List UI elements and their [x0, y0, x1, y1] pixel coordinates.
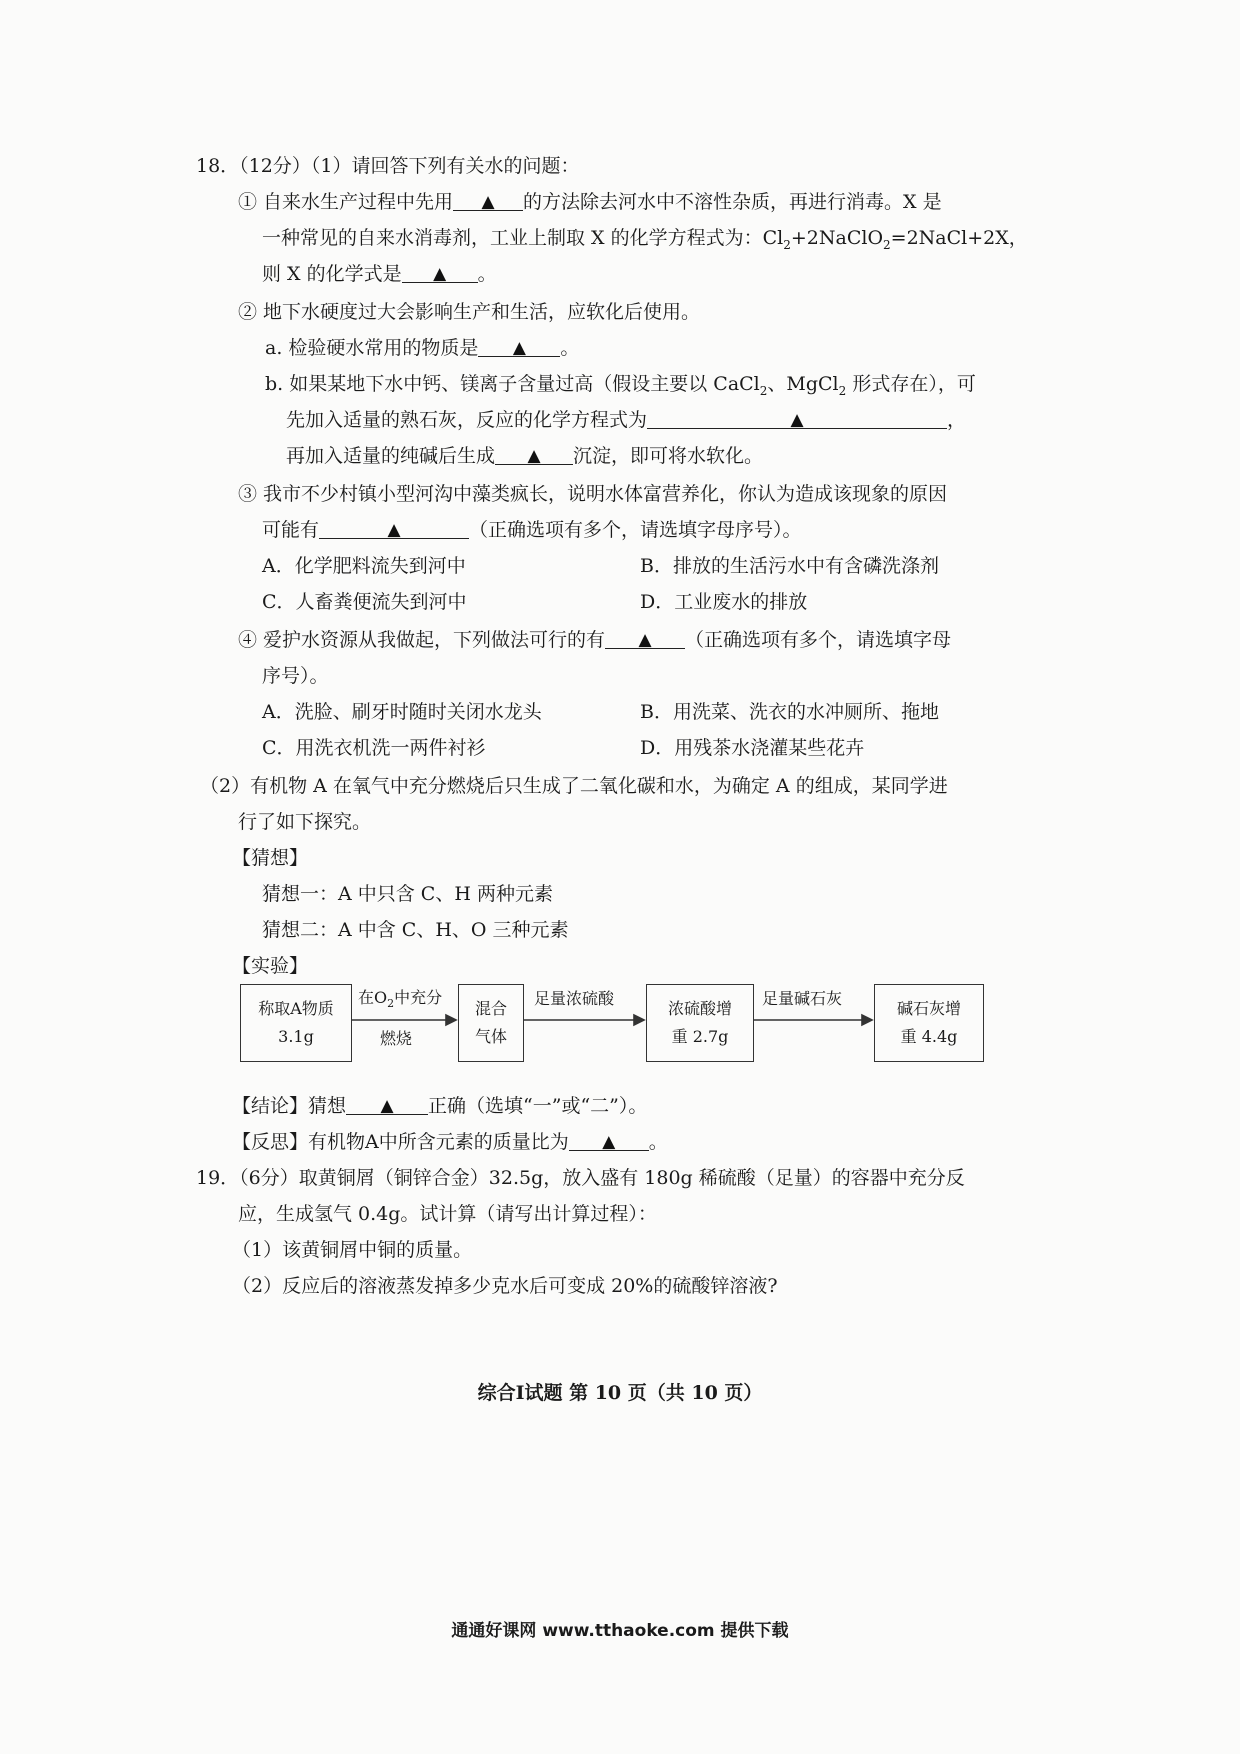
- q18-part2-line2: 行了如下探究。: [238, 811, 372, 833]
- reflection: 【反思】有机物A中所含元素的质量比为 ▲ 。: [232, 1128, 668, 1156]
- answer-blank[interactable]: ▲: [319, 516, 469, 539]
- q18-header: 18．（12分）（1）请回答下列有关水的问题：: [196, 155, 580, 177]
- flow-box-sample: 称取A物质 3.1g: [240, 984, 352, 1062]
- q18-p3-line1: ③ 我市不少村镇小型河沟中藻类疯长，说明水体富营养化，你认为造成该现象的原因: [238, 483, 948, 505]
- conclusion: 【结论】猜想 ▲ 正确（选填“一”或“二”）。: [232, 1092, 647, 1120]
- flow-arrow1-label-bottom: 燃烧: [380, 1029, 413, 1048]
- q18-p4-line1: ④ 爱护水资源从我做起，下列做法可行的有 ▲ （正确选项有多个，请选填字母: [238, 626, 951, 654]
- q18-p4-option-b: B．用洗菜、洗衣的水冲厕所、拖地: [640, 701, 939, 723]
- q18-p2: ② 地下水硬度过大会影响生产和生活，应软化后使用。: [238, 301, 701, 323]
- q18-p2b-line2: 先加入适量的熟石灰，反应的化学方程式为 ▲ ，: [286, 406, 966, 434]
- flow-box-sulfuric-acid: 浓硫酸增 重 2.7g: [646, 984, 754, 1062]
- q18-p4-line2: 序号）。: [262, 665, 329, 687]
- guess-one: 猜想一：A 中只含 C、H 两种元素: [262, 883, 553, 905]
- q18-p3-option-d: D．工业废水的排放: [640, 591, 808, 613]
- q19-line1: 19．（6分）取黄铜屑（铜锌合金）32.5g，放入盛有 180g 稀硫酸（足量）的容器中充分反: [196, 1167, 965, 1189]
- answer-blank[interactable]: ▲: [569, 1128, 649, 1151]
- flow-arrowhead-3: [862, 1015, 872, 1025]
- download-watermark: 通通好课网 www.tthaoke.com 提供下载: [451, 1621, 789, 1641]
- page-footer: 综合Ⅰ试题 第 10 页（共 10 页）: [477, 1382, 763, 1404]
- answer-blank[interactable]: ▲: [478, 334, 560, 357]
- q18-part2-line1: （2）有机物 A 在氧气中充分燃烧后只生成了二氧化碳和水，为确定 A 的组成，某同学进: [200, 775, 948, 797]
- answer-blank[interactable]: ▲: [495, 442, 573, 465]
- answer-blank[interactable]: ▲: [453, 188, 523, 211]
- q19-line2: 应，生成氢气 0.4g。试计算（请写出计算过程）：: [238, 1203, 657, 1225]
- flow-box-mixed-gas: 混合 气体: [458, 984, 524, 1062]
- q18-p3-line2: 可能有 ▲ （正确选项有多个，请选填字母序号）。: [262, 516, 802, 544]
- q18-p4-option-d: D．用残茶水浇灌某些花卉: [640, 737, 865, 759]
- q18-p1-line1: ① 自来水生产过程中先用 ▲ 的方法除去河水中不溶性杂质，再进行消毒。X 是: [238, 188, 942, 216]
- answer-blank[interactable]: ▲: [605, 626, 685, 649]
- q18-p4-option-a: A．洗脸、刷牙时随时关闭水龙头: [262, 701, 542, 723]
- answer-blank[interactable]: ▲: [346, 1092, 428, 1115]
- q19-sub2: （2）反应后的溶液蒸发掉多少克水后可变成 20%的硫酸锌溶液?: [232, 1275, 778, 1297]
- guess-two: 猜想二：A 中含 C、H、O 三种元素: [262, 919, 569, 941]
- flow-arrow2-label: 足量浓硫酸: [534, 989, 615, 1008]
- q18-p2b-line1: b. 如果某地下水中钙、镁离子含量过高（假设主要以 CaCl$_2$、MgCl$_2$ 形式存在），可: [265, 373, 976, 398]
- q18-p4-option-c: C．用洗衣机洗一两件衬衫: [262, 737, 486, 759]
- q19-sub1: （1）该黄铜屑中铜的质量。: [232, 1239, 473, 1261]
- q18-p3-option-a: A．化学肥料流失到河中: [262, 555, 466, 577]
- answer-blank[interactable]: ▲: [647, 406, 947, 429]
- flow-arrowhead-1: [446, 1015, 456, 1025]
- guess-heading: 【猜想】: [232, 847, 309, 869]
- q18-p3-option-c: C．人畜粪便流失到河中: [262, 591, 467, 613]
- q18-p3-option-b: B．排放的生活污水中有含磷洗涤剂: [640, 555, 939, 577]
- flow-arrow1-label-top: 在$O_2$中充分: [358, 988, 443, 1011]
- flow-box-soda-lime: 碱石灰增 重 4.4g: [874, 984, 984, 1062]
- q18-p1-line3: 则 X 的化学式是 ▲ 。: [262, 260, 497, 288]
- q18-p2a: a. 检验硬水常用的物质是 ▲ 。: [265, 334, 579, 362]
- flow-arrowhead-2: [634, 1015, 644, 1025]
- q18-p2b-line3: 再加入适量的纯碱后生成 ▲ 沉淀，即可将水软化。: [286, 442, 763, 470]
- experiment-heading: 【实验】: [232, 955, 309, 977]
- flow-arrow3-label: 足量碱石灰: [762, 989, 843, 1008]
- answer-blank[interactable]: ▲: [402, 260, 478, 283]
- q18-p1-line2: 一种常见的自来水消毒剂，工业上制取 X 的化学方程式为：$Cl_2+2NaClO_2=2NaCl+2X$，: [262, 227, 1028, 252]
